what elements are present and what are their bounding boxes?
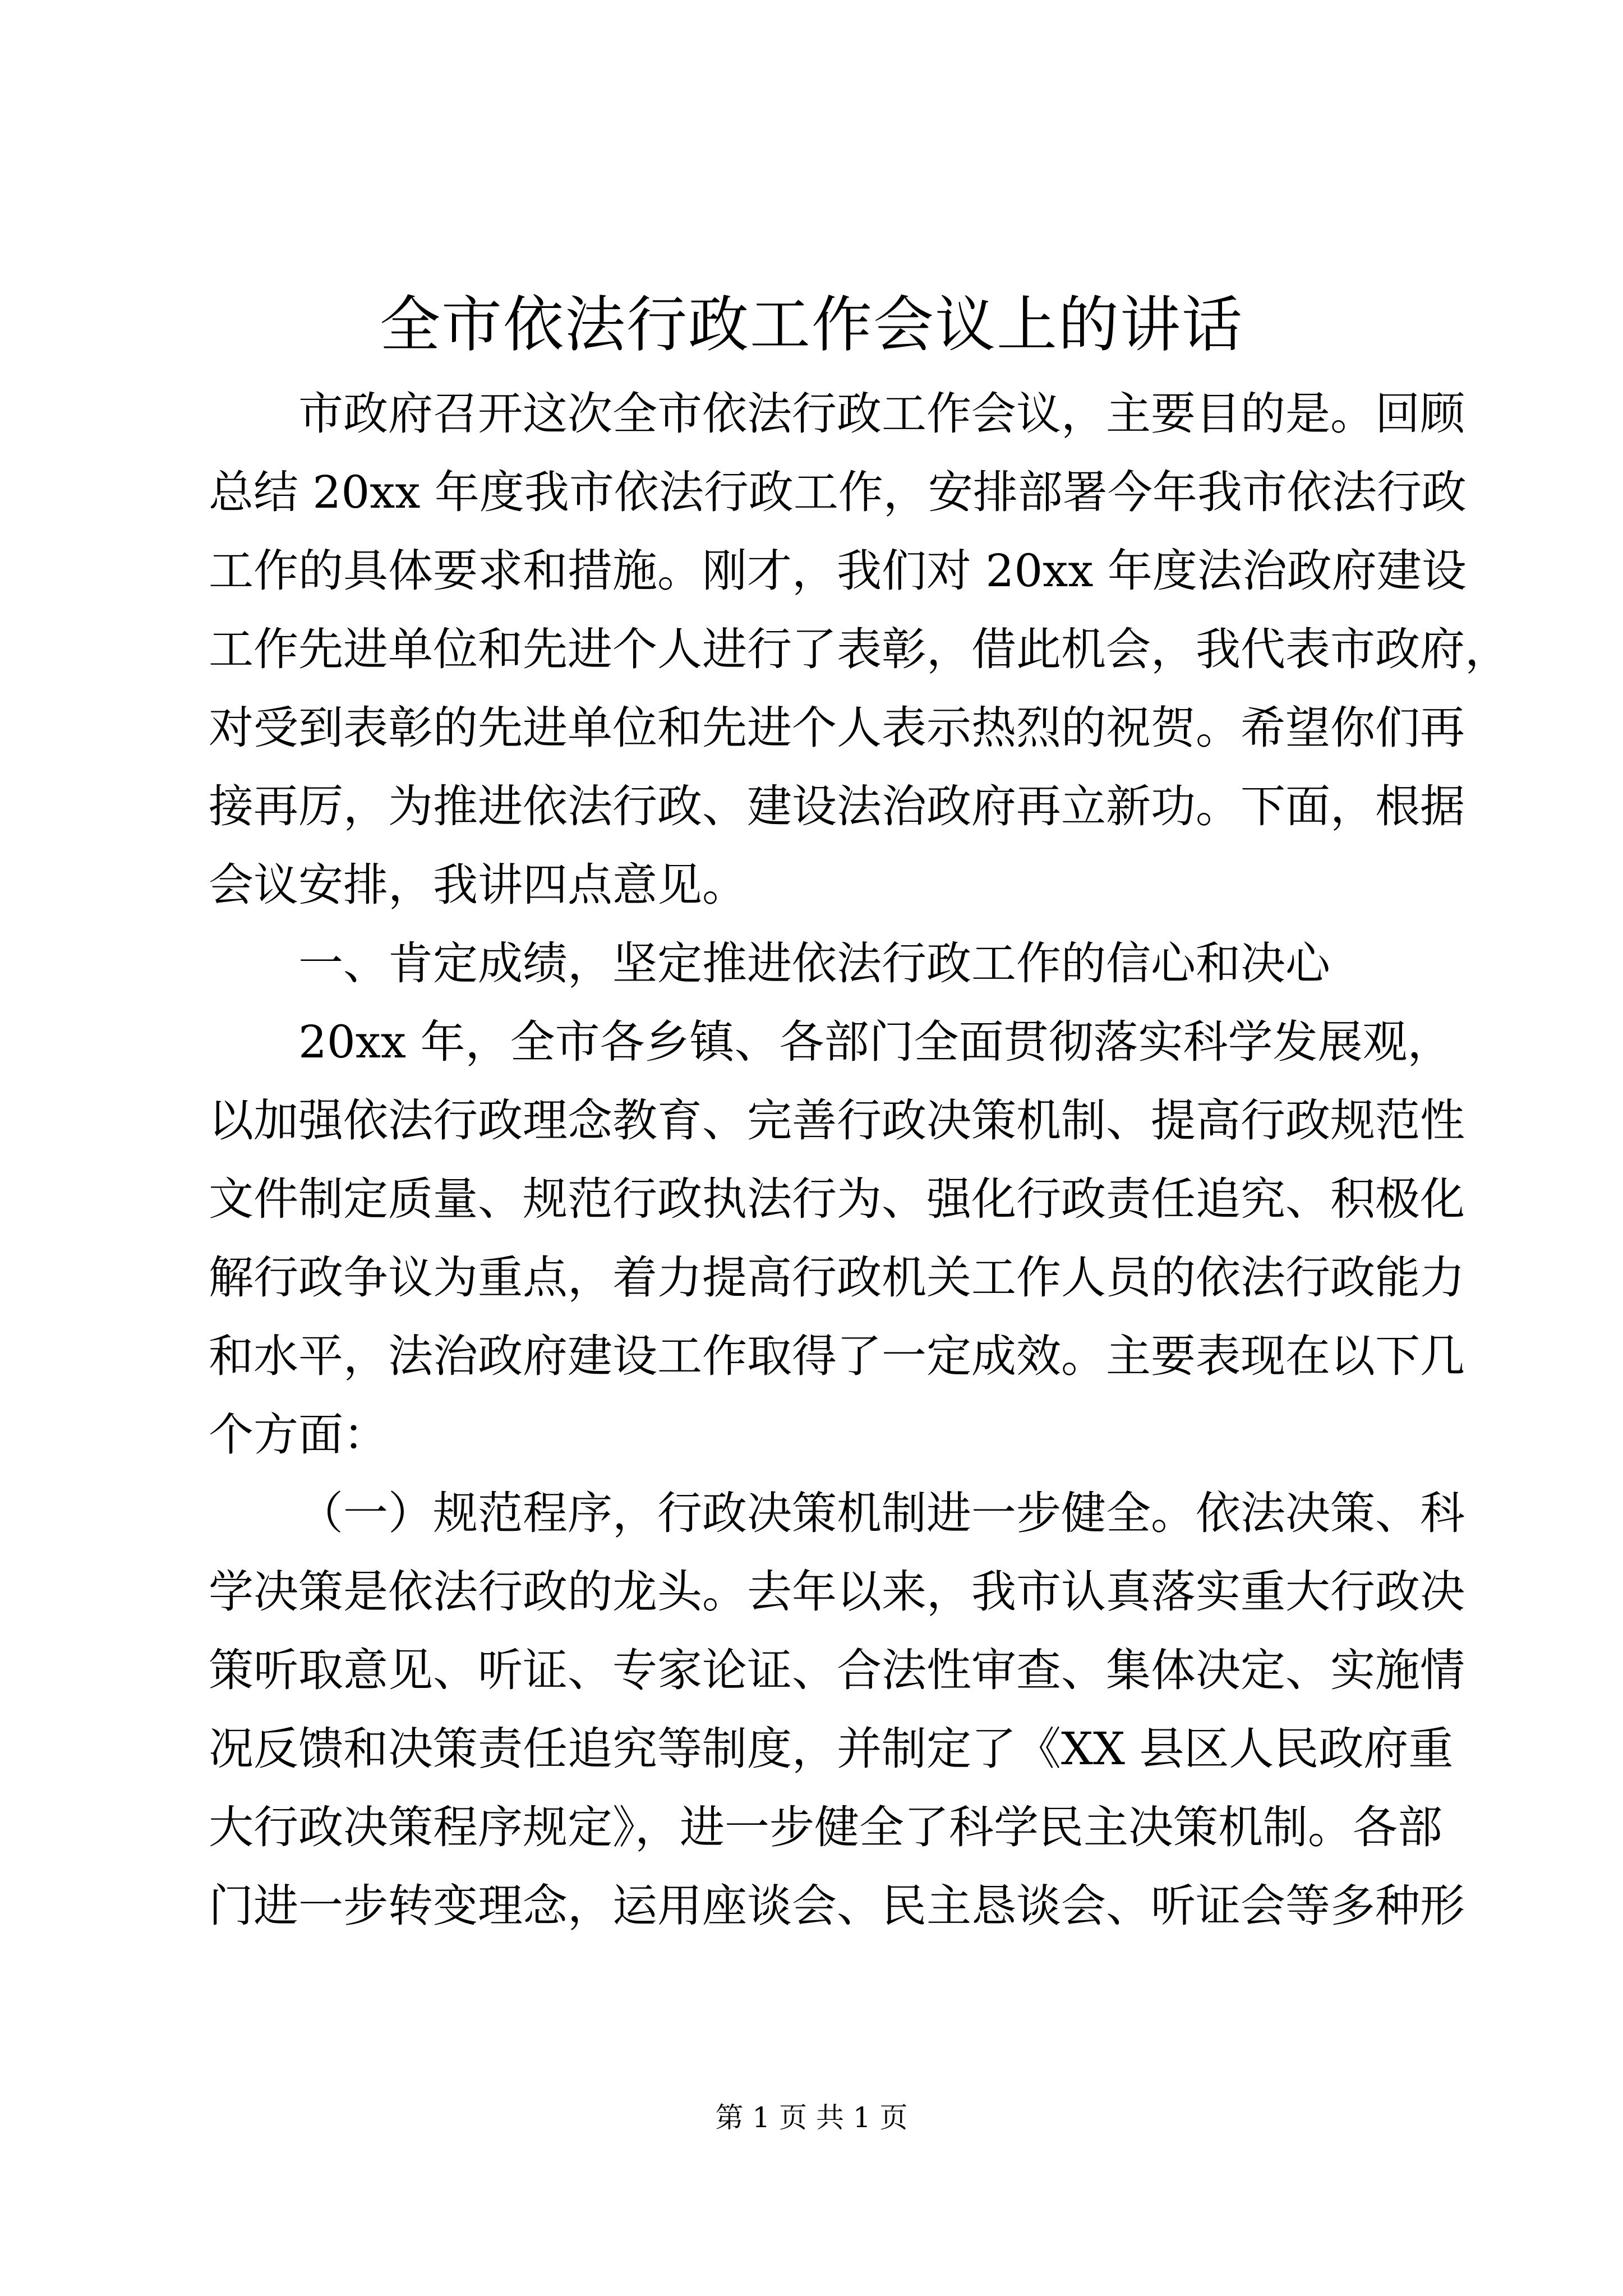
paragraph-line: 以加强依法行政理念教育、完善行政决策机制、提高行政规范性	[209, 1094, 1465, 1147]
paragraph-line: 和水平，法治政府建设工作取得了一定成效。主要表现在以下几	[209, 1330, 1465, 1382]
paragraph-line: 文件制定质量、规范行政执法行为、强化行政责任追究、积极化	[209, 1173, 1465, 1225]
paragraph-line: 对受到表彰的先进单位和先进个人表示热烈的祝贺。希望你们再	[209, 702, 1465, 754]
paragraph-line: 总结 20xx 年度我市依法行政工作，安排部署今年我市依法行政	[209, 466, 1467, 518]
paragraph-line: 会议安排，我讲四点意见。	[209, 859, 747, 911]
paragraph-line: 学决策是依法行政的龙头。去年以来，我市认真落实重大行政决	[209, 1566, 1465, 1618]
paragraph-line: 个方面：	[209, 1409, 388, 1461]
paragraph-line: 策听取意见、听证、专家论证、合法性审查、集体决定、实施情	[209, 1644, 1465, 1696]
page-number-footer: 第 1 页 共 1 页	[715, 2101, 908, 2134]
paragraph-line: 大行政决策程序规定》，进一步健全了科学民主决策机制。各部	[209, 1801, 1442, 1853]
paragraph-line: （一）规范程序，行政决策机制进一步健全。依法决策、科	[298, 1487, 1465, 1539]
paragraph-line: 接再厉，为推进依法行政、建设法治政府再立新功。下面，根据	[209, 780, 1465, 832]
paragraph-line: 解行政争议为重点，着力提高行政机关工作人员的依法行政能力	[209, 1251, 1465, 1304]
paragraph-line: 市政府召开这次全市依法行政工作会议，主要目的是。回顾	[298, 388, 1465, 440]
paragraph-line: 况反馈和决策责任追究等制度，并制定了《XX 县区人民政府重	[209, 1723, 1454, 1775]
paragraph-line: 工作的具体要求和措施。刚才，我们对 20xx 年度法治政府建设	[209, 545, 1467, 597]
paragraph-line: 20xx 年，全市各乡镇、各部门全面贯彻落实科学发展观，	[298, 1016, 1453, 1068]
document-title: 全市依法行政工作会议上的讲话	[379, 290, 1243, 360]
section-heading: 一、肯定成绩，坚定推进依法行政工作的信心和决心	[298, 937, 1330, 990]
paragraph-line: 门进一步转变理念，运用座谈会、民主恳谈会、听证会等多种形	[209, 1880, 1465, 1932]
paragraph-line: 工作先进单位和先进个人进行了表彰，借此机会，我代表市政府，	[209, 623, 1510, 675]
